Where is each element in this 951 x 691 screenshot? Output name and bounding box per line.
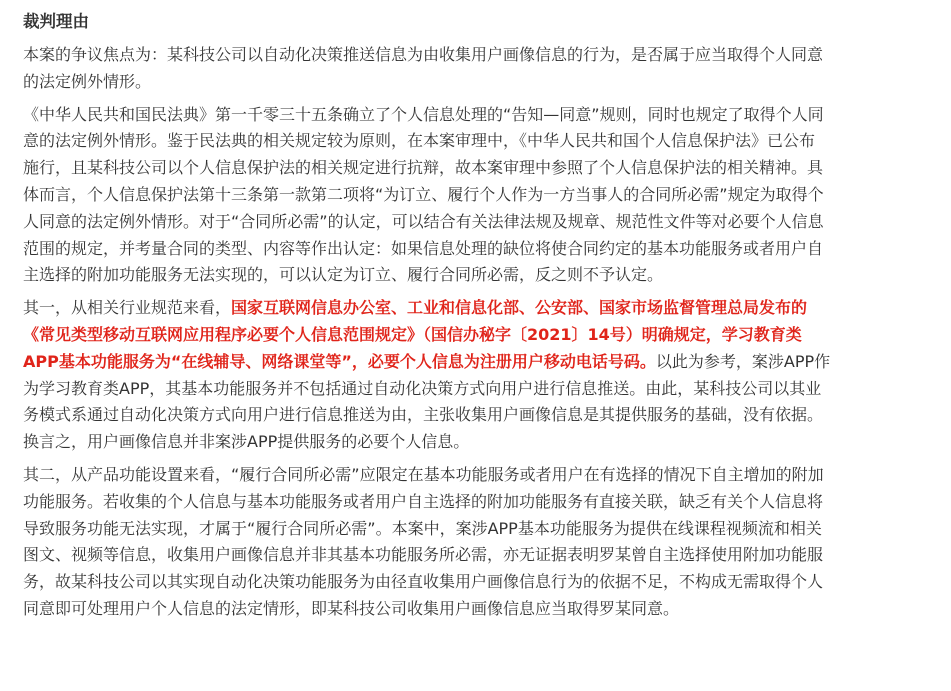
text-line: 本案的争议焦点为：某科技公司以自动化决策推送信息为由收集用户画像信息的行为，是否属于应当取得个人同意 [23,45,824,64]
paragraph-product-function [23,462,943,623]
text-line: 功能服务。若收集的个人信息与基本功能服务或者用户自主选择的附加功能服务有直接关联，缺乏有关个人信息将 [23,491,824,511]
text-line [23,295,943,322]
text-line: 范围的规定，并考量合同的类型、内容等作出认定：如果信息处理的缺位将使合同约定的基本功能服务或者用户自 [23,238,824,258]
text-line: 为学习教育类APP，其基本功能服务并不包括通过自动化决策方式向用户进行信息推送。由此，某科技公司以其业 [23,378,822,398]
text-line: 务，故某科技公司以其实现自动化决策功能服务为由径直收集用户画像信息行为的依据不足，不构成无需取得个人 [23,572,824,592]
text-line: 《中华人民共和国民法典》第一千零三十五条确立了个人信息处理的“告知—同意”规则，同时也规定了取得个人同 [23,104,824,124]
plain-text: 其一，从相关行业规范来看， [23,298,232,318]
text-line: 图文、视频等信息，收集用户画像信息并非其基本功能服务所必需，亦无证据表明罗某曾自主选择使用附加功能服 [23,545,824,565]
text-line: 换言之，用户画像信息并非案涉APP提供服务的必要个人信息。 [23,432,470,452]
highlighted-text: 国家互联网信息办公室、工业和信息化部、公安部、国家市场监督管理总局发布的 [231,298,808,318]
text-line: 意的法定例外情形。鉴于民法典的相关规定较为原则，在本案审理中，《中华人民共和国个人信息保护法》已公布 [23,131,816,151]
text-line: 体而言，个人信息保护法第十三条第一款第二项将“为订立、履行个人作为一方当事人的合同所必需”规定为取得个 [23,184,824,204]
paragraph-industry-standards [23,295,943,456]
highlighted-text: 《常见类型移动互联网应用程序必要个人信息范围规定》（国信办秘字〔2021〕14号）明确规定，学习教育类 [23,324,802,344]
plain-text: 以此为参考，案涉APP作 [655,351,831,371]
text-line: 其二，从产品功能设置来看，“履行合同所必需”应限定在基本功能服务或者用户在有选择的情况下自主增加的附加 [23,464,824,484]
text-line: 同意即可处理用户个人信息的法定情形，即某科技公司收集用户画像信息应当取得罗某同意。 [23,598,680,618]
text-line [23,322,943,349]
text-line: 导致服务功能无法实现，才属于“履行合同所必需”。本案中，案涉APP基本功能服务为提供在线课程视频流和相关 [23,518,822,538]
text-line [23,349,943,376]
highlighted-text: APP基本功能服务为“在线辅导、网络课堂等”，必要个人信息为注册用户移动电话号码。 [23,351,656,371]
section-heading: 裁判理由 [23,12,89,31]
paragraph-dispute-focus [23,42,943,96]
text-line: 主选择的附加功能服务无法实现的，可以认定为订立、履行合同所必需，反之则不予认定。 [23,265,664,285]
paragraph-civil-code [23,102,943,290]
text-line: 务模式系通过自动化决策方式向用户进行信息推送为由，主张收集用户画像信息是其提供服务的基础，没有依据。 [23,405,824,425]
text-line: 人同意的法定例外情形。对于“合同所必需”的认定，可以结合有关法律法规及规章、规范性文件等对必要个人信息 [23,211,824,231]
text-line: 施行，且某科技公司以个人信息保护法的相关规定进行抗辩，故本案审理中参照了个人信息保护法的相关精神。具 [23,158,824,178]
text-line: 的法定例外情形。 [23,71,152,91]
